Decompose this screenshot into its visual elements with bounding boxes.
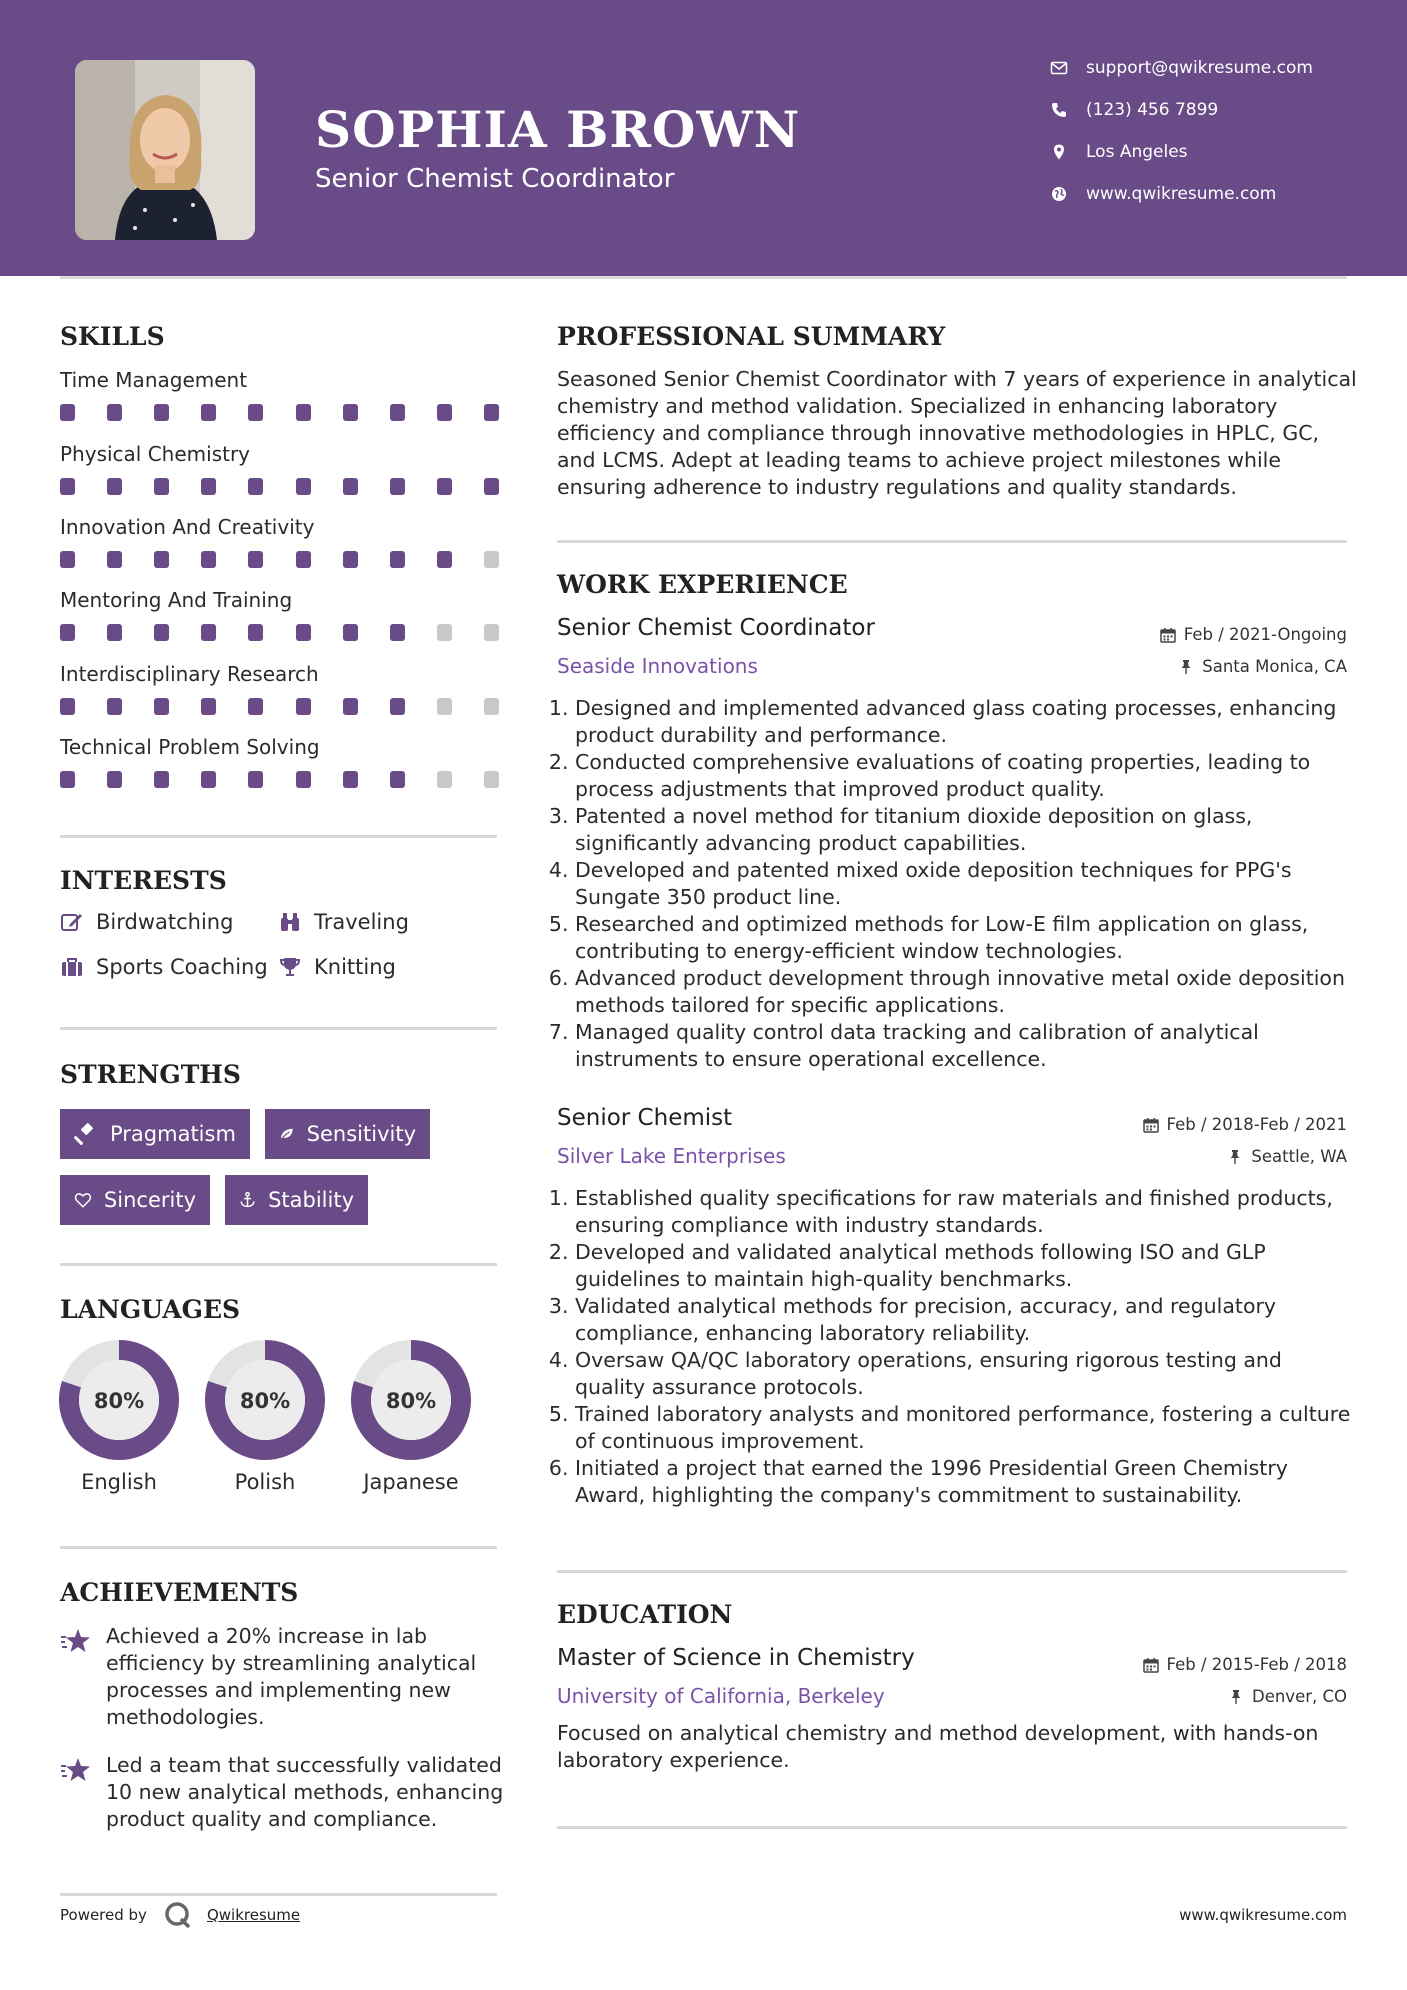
job-dates-text: Feb / 2021-Ongoing <box>1183 625 1347 644</box>
skill-dot-filled <box>60 404 75 421</box>
map-marker-icon <box>1050 143 1068 161</box>
section-divider <box>60 835 497 838</box>
skill-dot-filled <box>60 478 75 495</box>
header-banner <box>0 0 1407 276</box>
skill-item <box>60 588 500 644</box>
bullet-item: 7. Managed quality control data tracking and calibration of analytical instruments to ensure operational excellence. <box>575 1019 1357 1073</box>
bullet-item: 6. Advanced product development through innovative metal oxide deposition methods tailored for specific applications. <box>575 965 1357 1019</box>
section-divider <box>557 1570 1347 1573</box>
header-divider <box>60 276 1347 279</box>
skill-item <box>60 442 500 498</box>
skill-dot-filled <box>296 698 311 715</box>
profile-photo <box>75 60 255 240</box>
contact-phone-text: (123) 456 7899 <box>1086 100 1219 120</box>
interest-label: Birdwatching <box>96 910 234 934</box>
skill-dot-empty <box>437 771 452 788</box>
skill-dot-filled <box>107 771 122 788</box>
calendar-icon <box>1160 627 1176 643</box>
powered-by-text: Powered by <box>60 1906 147 1924</box>
skill-rating <box>60 404 500 424</box>
skill-dot-empty <box>437 698 452 715</box>
strength-tag <box>265 1109 430 1159</box>
contact-location <box>1050 142 1188 162</box>
job-dates-text: Feb / 2018-Feb / 2021 <box>1166 1115 1347 1134</box>
section-divider <box>60 1027 497 1030</box>
skill-dot-filled <box>154 478 169 495</box>
language-percent: 80% <box>93 1389 145 1413</box>
skill-rating <box>60 478 500 498</box>
strength-label: Pragmatism <box>110 1122 236 1146</box>
language-item <box>349 1338 473 1494</box>
skill-dot-empty <box>484 771 499 788</box>
skill-rating <box>60 624 500 644</box>
strength-tag <box>225 1175 368 1225</box>
job-location-text: Santa Monica, CA <box>1202 657 1347 676</box>
skill-dot-filled <box>296 551 311 568</box>
section-divider <box>60 1263 497 1266</box>
contact-location-text: Los Angeles <box>1086 142 1188 162</box>
skill-rating <box>60 551 500 571</box>
skill-dot-filled <box>296 771 311 788</box>
skill-dot-filled <box>107 551 122 568</box>
skill-dot-empty <box>484 551 499 568</box>
section-divider <box>60 1893 497 1896</box>
language-percent: 80% <box>239 1389 291 1413</box>
globe-icon <box>1050 185 1068 203</box>
calendar-icon <box>1143 1117 1159 1133</box>
experience-heading: WORK EXPERIENCE <box>557 570 848 599</box>
skill-name: Interdisciplinary Research <box>60 662 319 686</box>
interest-item <box>60 910 233 934</box>
bullet-item: 4. Oversaw QA/QC laboratory operations, ensuring rigorous testing and quality assurance protocols. <box>575 1347 1357 1401</box>
skill-dot-filled <box>343 551 358 568</box>
skill-dot-filled <box>201 404 216 421</box>
achievement-item <box>60 1623 510 1731</box>
pushpin-icon <box>1227 1149 1243 1165</box>
skills-heading: SKILLS <box>60 322 165 351</box>
section-divider <box>60 1546 497 1549</box>
strengths-heading: STRENGTHS <box>60 1060 241 1089</box>
skill-dot-empty <box>484 698 499 715</box>
skill-item <box>60 515 500 571</box>
skill-dot-filled <box>437 551 452 568</box>
skill-name: Technical Problem Solving <box>60 735 320 759</box>
job-bullets <box>557 1185 1357 1509</box>
candidate-name: SOPHIA BROWN <box>315 100 801 159</box>
bullet-item: 5. Trained laboratory analysts and monitored performance, fostering a culture of continuous improvement. <box>575 1401 1357 1455</box>
anchor-icon <box>239 1188 256 1212</box>
skill-dot-filled <box>248 551 263 568</box>
bullet-item: 4. Developed and patented mixed oxide deposition techniques for PPG's Sungate 350 product line. <box>575 857 1357 911</box>
skill-dot-filled <box>296 404 311 421</box>
language-item <box>203 1338 327 1494</box>
bullet-item: 1. Established quality specifications for raw materials and finished products, ensuring compliance with industry standards. <box>575 1185 1357 1239</box>
footer-website[interactable]: www.qwikresume.com <box>1179 1906 1347 1924</box>
bullet-item: 3. Validated analytical methods for precision, accuracy, and regulatory compliance, enhancing laboratory reliability. <box>575 1293 1357 1347</box>
skill-dot-filled <box>248 404 263 421</box>
skill-name: Physical Chemistry <box>60 442 251 466</box>
skill-dot-empty <box>437 624 452 641</box>
skill-dot-filled <box>201 551 216 568</box>
skill-dot-filled <box>484 478 499 495</box>
contact-website[interactable] <box>1050 184 1276 204</box>
skill-dot-filled <box>201 478 216 495</box>
strength-tag <box>60 1175 210 1225</box>
skill-rating <box>60 698 500 718</box>
bullet-item: 5. Researched and optimized methods for Low-E film application on glass, contributing to energy-efficient window technologies. <box>575 911 1357 965</box>
leaf-icon <box>279 1122 295 1146</box>
skill-dot-filled <box>60 698 75 715</box>
interest-item <box>60 955 268 979</box>
skill-item <box>60 735 500 791</box>
skill-dot-filled <box>154 771 169 788</box>
skill-name: Time Management <box>60 368 248 392</box>
bullet-item: 6. Initiated a project that earned the 1996 Presidential Green Chemistry Award, highlighting the company's commitment to sustainability. <box>575 1455 1357 1509</box>
skill-dot-filled <box>437 404 452 421</box>
pushpin-icon <box>1228 1689 1244 1705</box>
language-ring <box>349 1338 473 1462</box>
skill-dot-filled <box>154 404 169 421</box>
skill-dot-filled <box>60 771 75 788</box>
skill-dot-filled <box>248 698 263 715</box>
skill-dot-filled <box>60 624 75 641</box>
job-title: Senior Chemist Coordinator <box>557 615 875 641</box>
education-heading: EDUCATION <box>557 1600 733 1629</box>
footer-powered-by <box>60 1900 300 1930</box>
skill-dot-filled <box>390 624 405 641</box>
skill-dot-filled <box>343 771 358 788</box>
job-location-text: Seattle, WA <box>1251 1147 1347 1166</box>
skill-dot-filled <box>248 771 263 788</box>
contact-email[interactable] <box>1050 58 1313 78</box>
strength-label: Stability <box>268 1188 354 1212</box>
job-location <box>1178 657 1347 676</box>
contact-phone[interactable] <box>1050 100 1218 120</box>
skill-dot-filled <box>201 771 216 788</box>
language-name: Japanese <box>363 1470 459 1494</box>
skill-dot-filled <box>437 478 452 495</box>
binoculars-icon <box>278 910 302 934</box>
language-percent: 80% <box>385 1389 437 1413</box>
phone-icon <box>1050 101 1068 119</box>
skill-dot-empty <box>484 624 499 641</box>
portrait-image <box>75 60 255 240</box>
achievement-item <box>60 1752 510 1833</box>
education-dates-text: Feb / 2015-Feb / 2018 <box>1166 1655 1347 1674</box>
language-item <box>57 1338 181 1494</box>
envelope-icon <box>1050 59 1068 77</box>
candidate-title: Senior Chemist Coordinator <box>315 164 675 194</box>
contact-email-text: support@qwikresume.com <box>1086 58 1313 78</box>
skill-dot-filled <box>201 624 216 641</box>
job-dates <box>1160 625 1347 644</box>
skill-dot-filled <box>343 698 358 715</box>
skill-dot-filled <box>343 478 358 495</box>
company-name: Silver Lake Enterprises <box>557 1144 786 1168</box>
star-icon <box>60 1625 92 1657</box>
star-icon <box>60 1754 92 1786</box>
skill-dot-filled <box>107 698 122 715</box>
skill-dot-filled <box>343 624 358 641</box>
skill-dot-filled <box>107 404 122 421</box>
education-description: Focused on analytical chemistry and method development, with hands-on laboratory experience. <box>557 1721 1319 1772</box>
trophy-icon <box>278 955 302 979</box>
job-location <box>1227 1147 1347 1166</box>
language-ring <box>57 1338 181 1462</box>
skill-dot-filled <box>154 624 169 641</box>
qwikresume-link[interactable]: Qwikresume <box>206 1906 301 1924</box>
interest-item <box>278 910 409 934</box>
bullet-item: 2. Developed and validated analytical methods following ISO and GLP guidelines to maintain high-quality benchmarks. <box>575 1239 1357 1293</box>
skill-dot-filled <box>154 551 169 568</box>
skill-dot-filled <box>107 624 122 641</box>
education-location-text: Denver, CO <box>1251 1687 1347 1706</box>
skill-dot-filled <box>248 624 263 641</box>
interest-label: Sports Coaching <box>96 955 268 979</box>
skill-name: Mentoring And Training <box>60 588 293 612</box>
interest-label: Knitting <box>314 955 396 979</box>
summary-heading: PROFESSIONAL SUMMARY <box>557 322 946 351</box>
skill-name: Innovation And Creativity <box>60 515 315 539</box>
interest-label: Traveling <box>314 910 409 934</box>
education-location <box>1228 1687 1347 1706</box>
language-ring <box>203 1338 327 1462</box>
job-dates <box>1143 1115 1347 1134</box>
gavel-icon <box>74 1122 98 1146</box>
skill-rating <box>60 771 500 791</box>
achievement-text: Led a team that successfully validated 10 new analytical methods, enhancing product quality and compliance. <box>106 1753 504 1831</box>
skill-dot-filled <box>390 771 405 788</box>
skill-dot-filled <box>484 404 499 421</box>
strength-label: Sincerity <box>103 1188 196 1212</box>
skill-dot-filled <box>390 551 405 568</box>
heart-icon <box>74 1188 92 1212</box>
bullet-item: 3. Patented a novel method for titanium dioxide deposition on glass, significantly advancing product capabilities. <box>575 803 1357 857</box>
qwikresume-logo-icon <box>163 1900 193 1930</box>
achievements-heading: ACHIEVEMENTS <box>60 1578 299 1607</box>
strength-label: Sensitivity <box>306 1122 416 1146</box>
skill-dot-filled <box>390 478 405 495</box>
calendar-icon <box>1143 1657 1159 1673</box>
bullet-item: 1. Designed and implemented advanced glass coating processes, enhancing product durability and performance. <box>575 695 1357 749</box>
interest-item <box>278 955 396 979</box>
pushpin-icon <box>1178 659 1194 675</box>
strength-tag <box>60 1109 250 1159</box>
skill-dot-filled <box>201 698 216 715</box>
skill-dot-filled <box>154 698 169 715</box>
section-divider <box>557 540 1347 543</box>
section-divider <box>557 1826 1347 1829</box>
skill-dot-filled <box>107 478 122 495</box>
skill-item <box>60 368 500 424</box>
skill-dot-filled <box>248 478 263 495</box>
bullet-item: 2. Conducted comprehensive evaluations of coating properties, leading to process adjustments that improved product quality. <box>575 749 1357 803</box>
briefcase-icon <box>60 955 84 979</box>
languages-heading: LANGUAGES <box>60 1295 241 1324</box>
skill-dot-filled <box>296 624 311 641</box>
degree-title: Master of Science in Chemistry <box>557 1645 915 1671</box>
skill-dot-filled <box>390 404 405 421</box>
language-name: Polish <box>234 1470 296 1494</box>
interests-heading: INTERESTS <box>60 866 227 895</box>
contact-website-text: www.qwikresume.com <box>1086 184 1277 204</box>
skill-dot-filled <box>60 551 75 568</box>
skill-item <box>60 662 500 718</box>
school-name: University of California, Berkeley <box>557 1684 885 1708</box>
education-dates <box>1143 1655 1347 1674</box>
job-title: Senior Chemist <box>557 1105 733 1131</box>
skill-dot-filled <box>296 478 311 495</box>
language-name: English <box>81 1470 157 1494</box>
company-name: Seaside Innovations <box>557 654 758 678</box>
skill-dot-filled <box>343 404 358 421</box>
job-bullets <box>557 695 1357 1073</box>
skill-dot-filled <box>390 698 405 715</box>
achievement-text: Achieved a 20% increase in lab efficiency by streamlining analytical processes and implementing new methodologies. <box>106 1624 477 1729</box>
summary-text: Seasoned Senior Chemist Coordinator with 7 years of experience in analytical chemistry and method validation. Specialized in enhancing laboratory efficiency and compliance through innovative methodologies in HPLC, GC, and LCMS. Adept at leading teams to achieve project milestones while ensuring adherence to industry regulations and quality standards. <box>557 367 1357 499</box>
edit-icon <box>60 910 84 934</box>
